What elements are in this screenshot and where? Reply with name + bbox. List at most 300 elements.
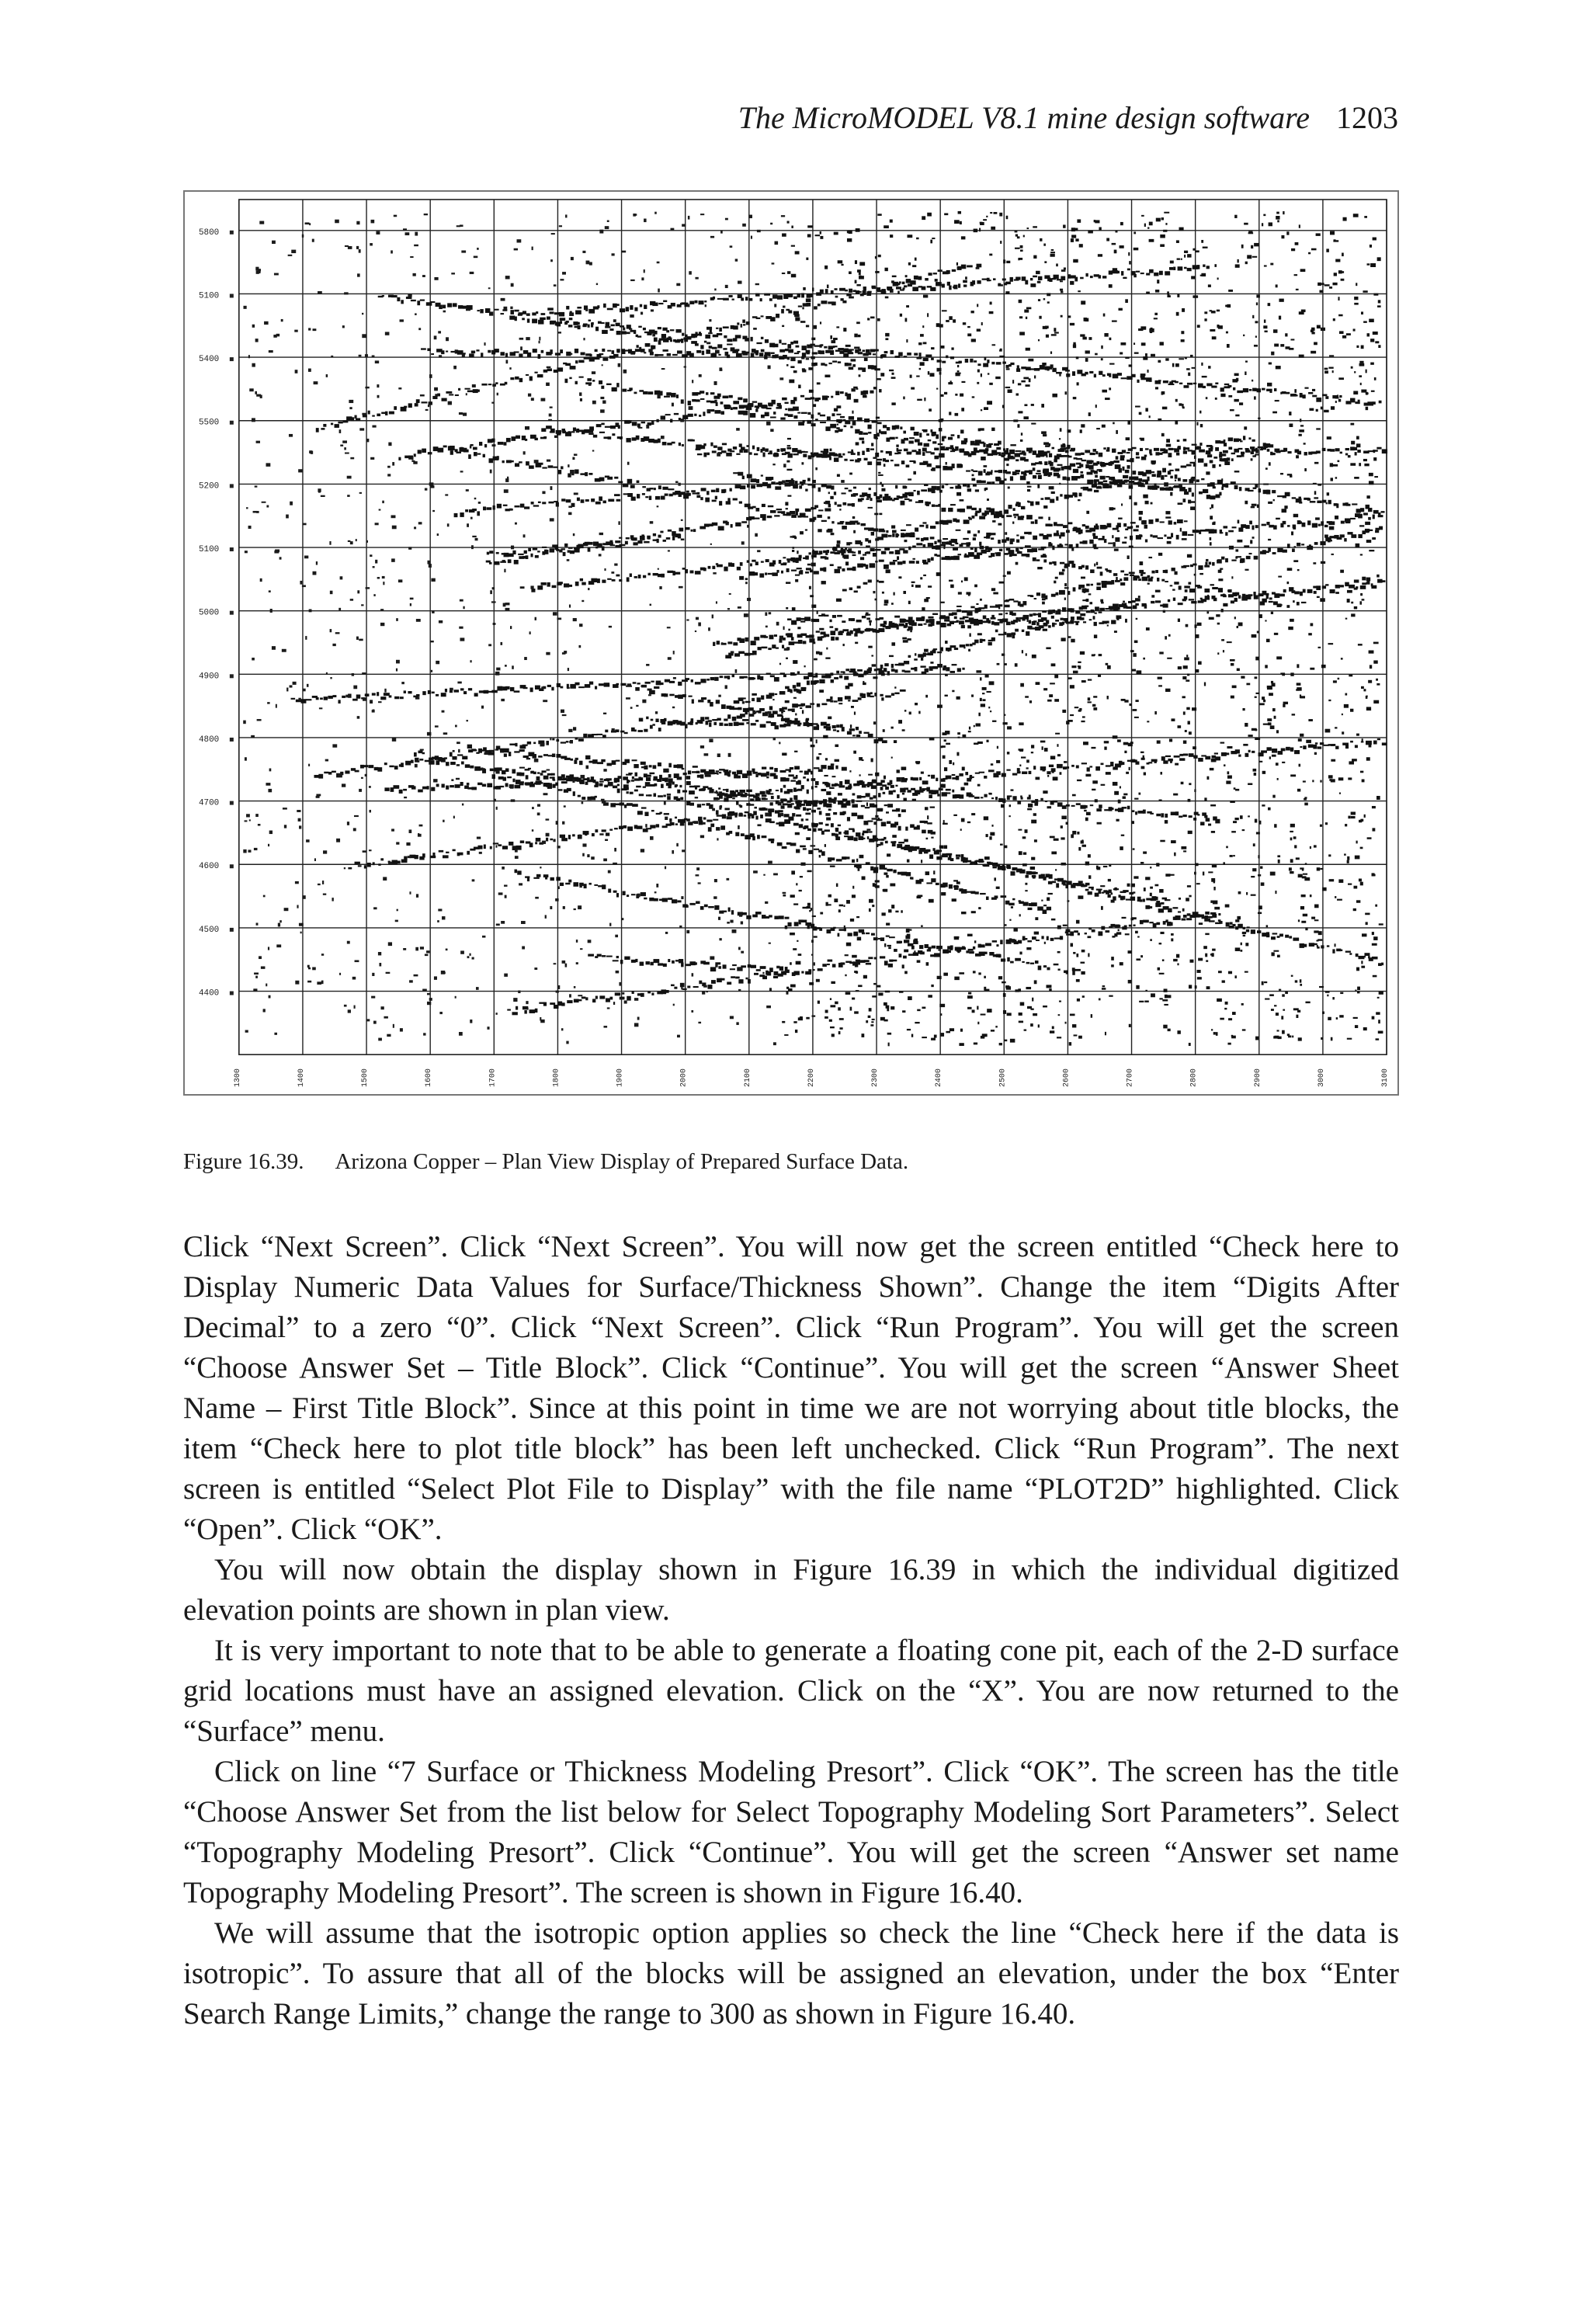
- data-mark: [756, 485, 762, 487]
- data-mark: [866, 617, 870, 620]
- data-mark: [774, 725, 778, 729]
- data-mark: [1300, 393, 1303, 398]
- data-mark: [564, 758, 571, 760]
- data-mark: [1080, 471, 1083, 474]
- data-mark: [1176, 535, 1179, 540]
- data-mark: [1184, 520, 1188, 522]
- data-mark: [716, 810, 719, 815]
- data-mark: [894, 841, 896, 843]
- data-mark: [807, 412, 811, 415]
- data-mark: [952, 612, 957, 615]
- data-mark: [844, 426, 847, 428]
- data-mark: [1064, 495, 1069, 499]
- data-mark: [592, 759, 598, 764]
- data-mark: [1316, 450, 1321, 453]
- data-mark: [657, 539, 659, 543]
- data-mark: [779, 349, 785, 353]
- data-mark: [779, 483, 781, 485]
- data-mark: [1121, 503, 1123, 505]
- data-mark: [1199, 492, 1203, 495]
- data-mark: [1057, 744, 1058, 747]
- data-mark: [1004, 924, 1006, 926]
- data-mark: [740, 714, 745, 717]
- data-mark: [884, 663, 888, 666]
- data-mark: [454, 513, 458, 517]
- data-mark: [1041, 936, 1043, 939]
- data-mark: [922, 287, 926, 290]
- data-mark: [1077, 617, 1081, 620]
- data-mark: [1062, 805, 1067, 809]
- data-mark: [826, 804, 831, 808]
- data-mark: [868, 432, 871, 433]
- data-mark: [1177, 519, 1183, 523]
- data-mark: [1181, 846, 1186, 849]
- data-mark: [1051, 594, 1056, 597]
- data-mark: [450, 446, 455, 450]
- data-mark: [1076, 803, 1081, 805]
- data-mark: [400, 697, 404, 699]
- data-mark: [765, 572, 767, 575]
- data-mark: [747, 474, 752, 478]
- data-mark: [1052, 368, 1056, 372]
- data-mark: [1089, 371, 1093, 373]
- data-mark: [716, 402, 718, 406]
- data-mark: [766, 776, 769, 779]
- data-mark: [474, 452, 477, 456]
- data-mark: [619, 826, 623, 829]
- data-mark: [541, 428, 546, 432]
- data-mark: [833, 799, 836, 804]
- data-mark: [828, 363, 831, 364]
- data-mark: [1281, 749, 1286, 752]
- data-mark: [951, 434, 955, 436]
- data-mark: [809, 390, 814, 393]
- data-mark: [825, 557, 828, 559]
- data-mark: [1219, 452, 1222, 455]
- data-mark: [658, 354, 663, 356]
- data-mark: [764, 294, 770, 296]
- data-mark: [884, 564, 889, 569]
- data-mark: [1356, 443, 1361, 447]
- data-mark: [1206, 495, 1210, 499]
- data-mark: [936, 946, 943, 949]
- data-mark: [1169, 470, 1173, 471]
- data-mark: [866, 498, 870, 500]
- data-mark: [554, 436, 557, 438]
- data-mark: [873, 838, 878, 842]
- data-mark: [650, 825, 655, 828]
- data-mark: [925, 524, 928, 528]
- data-mark: [537, 551, 540, 552]
- data-mark: [872, 780, 877, 783]
- data-mark: [830, 496, 833, 499]
- data-mark: [1066, 971, 1068, 974]
- data-mark: [807, 484, 812, 485]
- data-mark: [862, 492, 867, 496]
- data-mark: [1131, 374, 1135, 377]
- data-mark: [526, 775, 529, 779]
- data-mark: [1353, 214, 1359, 217]
- data-mark: [1308, 252, 1311, 255]
- data-mark: [1055, 733, 1060, 735]
- data-mark: [1101, 926, 1105, 930]
- data-mark: [1049, 453, 1052, 457]
- data-mark: [788, 349, 793, 353]
- data-mark: [827, 285, 829, 289]
- data-mark: [595, 502, 601, 505]
- data-mark: [897, 872, 901, 875]
- data-mark: [696, 350, 701, 353]
- data-mark: [963, 484, 967, 487]
- data-mark: [635, 687, 640, 691]
- data-mark: [1071, 564, 1075, 568]
- data-mark: [1350, 398, 1355, 403]
- data-mark: [751, 723, 756, 725]
- data-mark: [1218, 971, 1222, 973]
- data-mark: [623, 784, 629, 789]
- data-mark: [1154, 273, 1158, 276]
- data-mark: [607, 683, 609, 686]
- data-mark: [487, 552, 489, 555]
- data-mark: [633, 682, 637, 684]
- data-mark: [886, 569, 890, 573]
- data-mark: [607, 477, 613, 480]
- data-mark: [1188, 534, 1194, 536]
- data-mark: [697, 775, 700, 778]
- data-mark: [886, 922, 890, 925]
- data-mark: [499, 786, 504, 787]
- data-mark: [1345, 448, 1349, 450]
- data-mark: [859, 855, 864, 858]
- data-mark: [1210, 495, 1215, 499]
- data-mark: [777, 795, 780, 799]
- data-mark: [1245, 525, 1250, 529]
- data-mark: [1350, 518, 1356, 519]
- data-mark: [1085, 358, 1088, 362]
- data-mark: [946, 776, 952, 780]
- data-mark: [606, 384, 612, 385]
- data-mark: [779, 560, 782, 564]
- data-mark: [735, 523, 741, 526]
- data-mark: [384, 787, 389, 791]
- data-mark: [918, 500, 923, 503]
- data-mark: [1177, 294, 1179, 297]
- data-mark: [912, 777, 918, 780]
- data-mark: [716, 488, 719, 492]
- data-mark: [939, 846, 944, 849]
- data-mark: [814, 345, 820, 346]
- data-mark: [1189, 599, 1194, 600]
- data-mark: [682, 568, 686, 570]
- data-mark: [1012, 634, 1015, 638]
- data-mark: [321, 428, 325, 429]
- data-mark: [863, 353, 868, 356]
- data-mark: [1054, 522, 1057, 526]
- data-mark: [971, 508, 977, 510]
- data-mark: [632, 776, 634, 780]
- data-mark: [523, 687, 528, 689]
- data-mark: [805, 555, 808, 559]
- data-mark: [1303, 589, 1306, 593]
- data-mark: [904, 661, 909, 664]
- data-mark: [594, 884, 598, 886]
- data-mark: [1175, 363, 1179, 366]
- data-mark: [1336, 503, 1338, 508]
- data-mark: [921, 772, 924, 774]
- data-mark: [1002, 618, 1008, 622]
- data-mark: [907, 1029, 911, 1030]
- data-mark: [1369, 744, 1372, 748]
- data-mark: [561, 742, 566, 743]
- data-mark: [774, 971, 779, 975]
- data-mark: [1052, 447, 1055, 450]
- data-mark: [868, 831, 873, 832]
- data-mark: [887, 804, 893, 808]
- data-mark: [487, 783, 492, 787]
- data-mark: [922, 617, 925, 620]
- data-mark: [795, 509, 799, 512]
- data-mark: [634, 330, 636, 334]
- data-mark: [959, 620, 964, 624]
- data-mark: [819, 803, 822, 804]
- data-mark: [650, 962, 653, 965]
- data-mark: [866, 628, 870, 632]
- data-mark: [1050, 499, 1054, 503]
- data-mark: [842, 767, 847, 771]
- data-mark: [742, 487, 745, 488]
- data-mark: [1002, 515, 1004, 518]
- data-mark: [595, 796, 597, 798]
- data-mark: [953, 880, 958, 881]
- data-mark: [838, 361, 841, 363]
- data-mark: [1069, 1042, 1071, 1046]
- data-mark: [825, 426, 830, 431]
- data-mark: [958, 283, 960, 287]
- data-mark: [849, 271, 852, 274]
- data-mark: [449, 394, 453, 395]
- data-mark: [550, 321, 554, 325]
- data-mark: [888, 964, 893, 967]
- data-mark: [561, 774, 565, 777]
- data-mark: [1151, 474, 1155, 477]
- data-mark: [416, 694, 419, 697]
- data-mark: [1117, 485, 1123, 488]
- data-mark: [442, 783, 445, 787]
- data-mark: [1026, 767, 1029, 769]
- data-mark: [1095, 613, 1097, 614]
- data-mark: [1140, 485, 1145, 488]
- data-mark: [892, 533, 894, 537]
- data-mark: [1034, 932, 1039, 935]
- data-mark: [984, 952, 988, 954]
- data-mark: [934, 953, 940, 957]
- data-mark: [1145, 905, 1150, 909]
- data-mark: [404, 856, 407, 860]
- data-mark: [1360, 593, 1363, 596]
- data-mark: [662, 898, 668, 902]
- data-mark: [705, 717, 709, 719]
- data-mark: [1165, 899, 1170, 901]
- data-mark: [817, 724, 819, 729]
- data-mark: [693, 986, 699, 988]
- data-mark: [747, 560, 750, 562]
- data-mark: [744, 352, 747, 353]
- data-mark: [872, 818, 877, 819]
- data-mark: [871, 785, 877, 789]
- data-mark: [982, 639, 985, 641]
- data-mark: [908, 954, 914, 955]
- data-mark: [852, 421, 856, 426]
- data-mark: [706, 349, 710, 354]
- data-mark: [881, 822, 887, 826]
- data-mark: [907, 860, 909, 863]
- data-mark: [761, 315, 764, 317]
- data-mark: [998, 540, 1001, 544]
- data-mark: [682, 768, 685, 769]
- data-mark: [1360, 771, 1363, 773]
- data-mark: [378, 863, 380, 866]
- data-mark: [797, 360, 801, 363]
- data-mark: [1008, 487, 1010, 489]
- data-mark: [752, 678, 756, 679]
- data-mark: [626, 307, 629, 311]
- data-mark: [1172, 589, 1175, 590]
- data-mark: [904, 356, 908, 357]
- data-mark: [1013, 508, 1015, 511]
- data-mark: [1064, 566, 1067, 568]
- data-mark: [1299, 429, 1304, 432]
- data-mark: [1183, 385, 1189, 388]
- data-mark: [888, 624, 892, 627]
- data-mark: [1273, 525, 1277, 529]
- data-mark: [774, 775, 778, 779]
- data-mark: [720, 401, 724, 404]
- data-mark: [1254, 556, 1258, 560]
- data-mark: [929, 666, 933, 671]
- data-mark: [840, 416, 845, 418]
- data-mark: [818, 769, 823, 773]
- data-mark: [1099, 453, 1102, 457]
- data-mark: [1082, 524, 1085, 526]
- data-mark: [885, 460, 889, 462]
- data-mark: [960, 464, 963, 467]
- data-mark: [596, 734, 602, 735]
- data-mark: [774, 916, 779, 919]
- data-mark: [632, 422, 637, 426]
- data-mark: [1235, 592, 1239, 596]
- data-mark: [489, 311, 493, 315]
- data-mark: [649, 496, 651, 500]
- data-mark: [1089, 480, 1093, 483]
- data-mark: [835, 637, 839, 640]
- data-mark: [712, 566, 715, 569]
- data-mark: [464, 388, 470, 390]
- data-mark: [772, 344, 778, 348]
- running-title: The MicroMODEL V8.1 mine design software: [738, 100, 1310, 135]
- data-mark: [616, 760, 620, 762]
- data-mark: [455, 784, 460, 788]
- data-mark: [1089, 766, 1092, 767]
- data-mark: [1036, 592, 1040, 596]
- data-mark: [1182, 919, 1186, 921]
- data-mark: [1228, 1018, 1232, 1020]
- data-mark: [950, 945, 953, 949]
- data-mark: [641, 993, 644, 997]
- data-mark: [1155, 519, 1159, 523]
- data-mark: [730, 968, 735, 970]
- data-mark: [920, 790, 924, 793]
- data-mark: [923, 537, 929, 540]
- data-mark: [674, 413, 679, 415]
- data-mark: [601, 386, 604, 389]
- data-mark: [970, 359, 973, 363]
- data-mark: [1148, 519, 1153, 524]
- data-mark: [800, 618, 804, 620]
- data-mark: [993, 453, 998, 455]
- data-mark: [1032, 936, 1036, 940]
- data-mark: [769, 693, 774, 696]
- data-mark: [1154, 761, 1156, 763]
- data-mark: [1198, 758, 1203, 762]
- data-mark: [919, 945, 923, 949]
- data-mark: [541, 350, 544, 353]
- data-mark: [741, 447, 745, 451]
- data-mark: [515, 743, 517, 746]
- data-mark: [550, 429, 555, 433]
- data-mark: [836, 859, 842, 861]
- data-mark: [606, 956, 613, 957]
- data-mark: [995, 895, 998, 898]
- data-mark: [957, 485, 960, 488]
- data-mark: [643, 328, 646, 330]
- data-mark: [569, 318, 573, 320]
- data-mark: [1339, 950, 1342, 951]
- data-mark: [431, 787, 435, 791]
- data-mark: [1113, 604, 1119, 608]
- data-mark: [726, 522, 729, 525]
- data-mark: [863, 349, 866, 352]
- data-mark: [821, 300, 827, 304]
- data-mark: [922, 780, 929, 784]
- data-mark: [1127, 269, 1130, 271]
- data-mark: [1079, 493, 1082, 497]
- data-mark: [498, 844, 502, 846]
- data-mark: [460, 853, 463, 856]
- data-mark: [752, 560, 755, 562]
- data-mark: [866, 793, 870, 797]
- data-mark: [323, 424, 326, 427]
- data-mark: [352, 699, 358, 701]
- data-mark: [1012, 773, 1017, 776]
- data-mark: [880, 373, 884, 377]
- data-mark: [1143, 810, 1146, 814]
- data-mark: [870, 696, 873, 697]
- data-mark: [970, 606, 974, 609]
- data-mark: [1145, 408, 1147, 412]
- data-mark: [706, 453, 710, 455]
- data-mark: [581, 582, 585, 585]
- data-mark: [783, 557, 786, 558]
- data-mark: [865, 538, 868, 541]
- data-mark: [1179, 585, 1182, 589]
- data-mark: [894, 669, 897, 672]
- data-mark: [825, 289, 828, 294]
- data-mark: [750, 413, 755, 418]
- data-mark: [1094, 622, 1097, 626]
- data-mark: [1122, 467, 1124, 471]
- data-mark: [1072, 1024, 1076, 1027]
- data-mark: [432, 853, 435, 857]
